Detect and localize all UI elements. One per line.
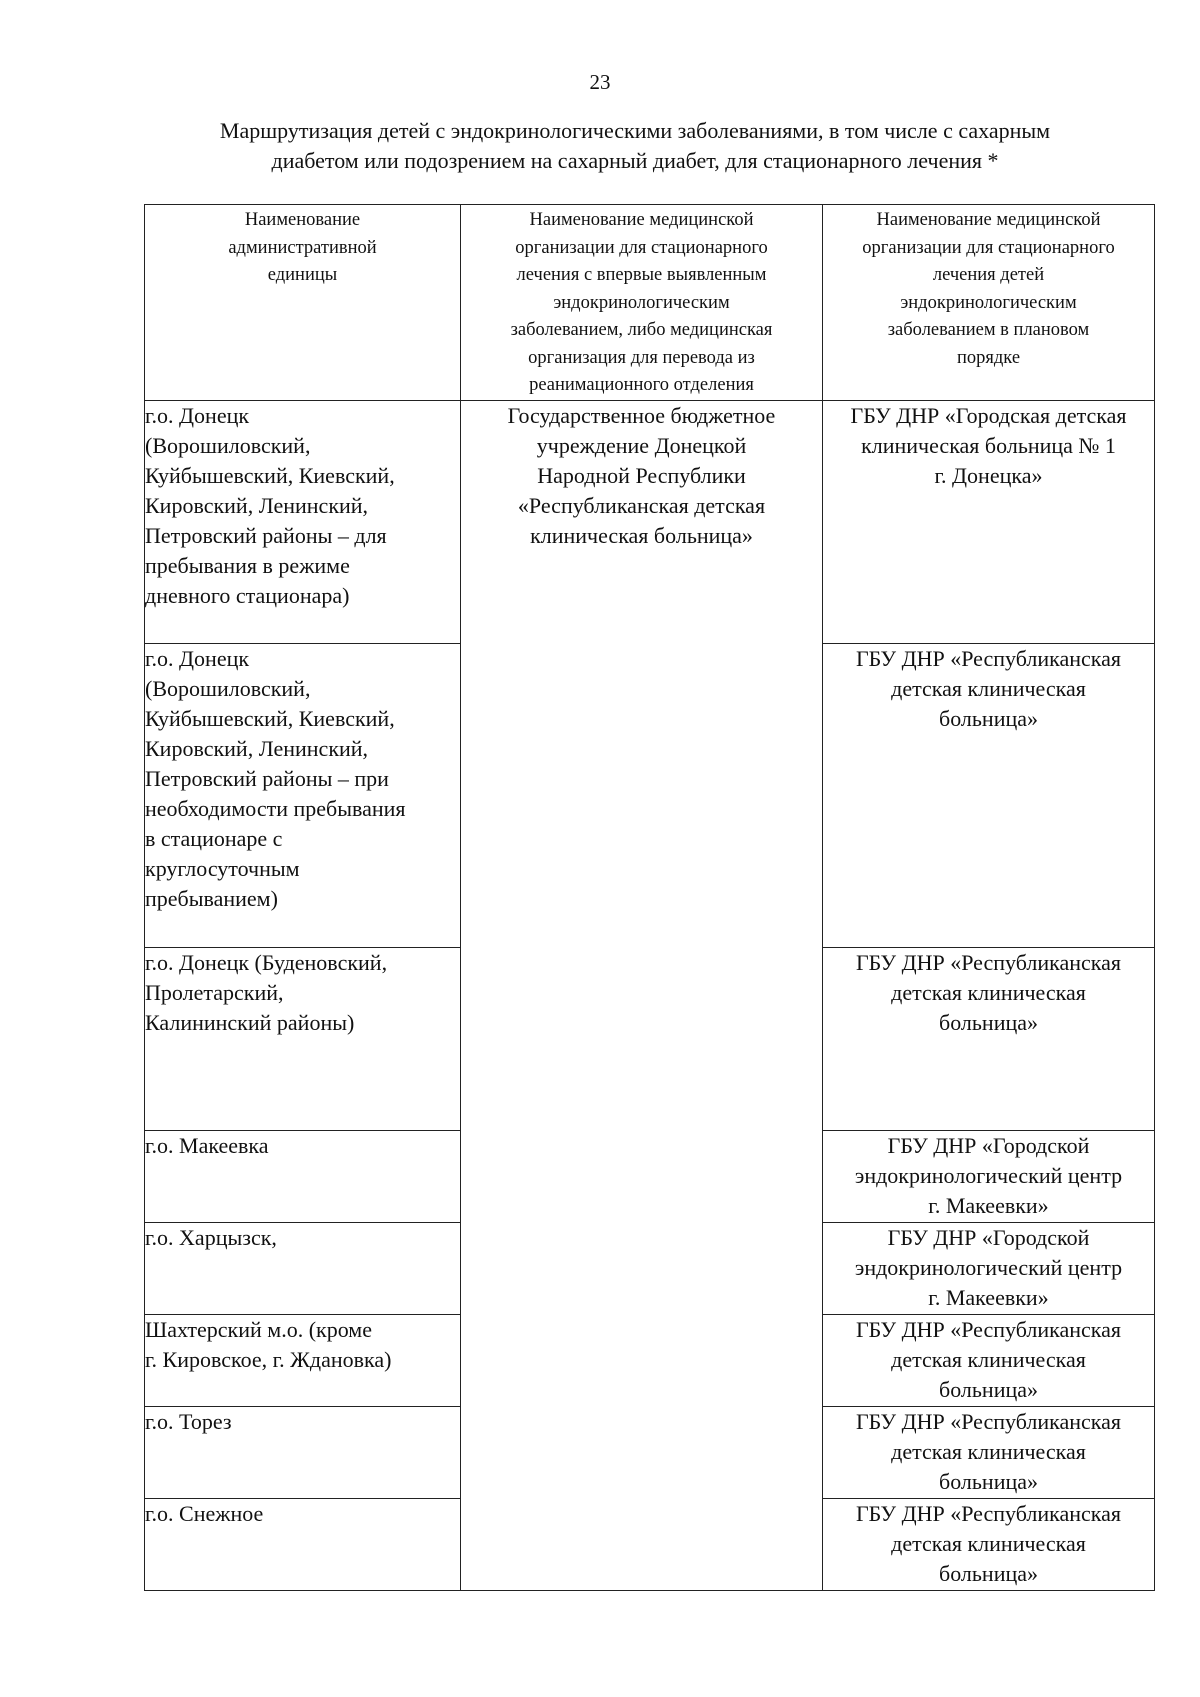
region-text-line: Кировский, Ленинский, <box>145 492 369 518</box>
central-org-line: учреждение Донецкой <box>536 432 747 458</box>
region-cell <box>145 1130 461 1222</box>
header-text-line: Наименование медицинской <box>529 210 754 230</box>
header-text-line: административной <box>228 237 377 258</box>
planned-org-cell <box>823 1130 1155 1222</box>
header-planned-org <box>823 205 1155 401</box>
document-title <box>150 116 1120 176</box>
region-text-line: г.о. Снежное <box>145 1500 264 1526</box>
table-row <box>145 400 1155 643</box>
header-text-line: реанимационного отделения <box>529 375 754 395</box>
org-text-line: детская клиническая <box>891 675 1086 701</box>
region-text-line: (Ворошиловский, <box>145 675 311 701</box>
org-text-line: эндокринологический центр <box>854 1162 1123 1188</box>
planned-org-cell <box>823 1222 1155 1314</box>
region-text-line: в стационаре с <box>145 825 283 851</box>
region-text-line: г.о. Донецк <box>145 402 250 428</box>
region-text-line: г.о. Донецк (Буденовский, <box>145 949 388 975</box>
org-text-line: г. Макеевки» <box>928 1192 1049 1218</box>
planned-org-cell <box>823 947 1155 1130</box>
region-cell <box>145 1498 461 1590</box>
region-text-line: пребывания в режиме <box>145 552 350 578</box>
region-text-line: Пролетарский, <box>145 979 284 1005</box>
table-header-row <box>145 205 1155 401</box>
header-text-line: эндокринологическим <box>553 292 730 313</box>
header-text-line: лечения с впервые выявленным <box>516 265 767 285</box>
region-text-line: г. Кировское, г. Ждановка) <box>145 1346 392 1372</box>
org-text-line: ГБУ ДНР «Республиканская <box>855 1500 1122 1526</box>
region-cell <box>145 400 461 643</box>
routing-table <box>144 204 1155 1591</box>
org-text-line: ГБУ ДНР «Городская детская <box>850 402 1127 428</box>
org-text-line: ГБУ ДНР «Городской <box>887 1224 1090 1250</box>
region-cell <box>145 1222 461 1314</box>
region-text-line: г.о. Харцызск, <box>145 1224 277 1250</box>
org-text-line: эндокринологический центр <box>854 1254 1123 1280</box>
region-cell <box>145 1314 461 1406</box>
region-text-line: Калининский районы) <box>145 1009 355 1035</box>
header-text-line: порядке <box>956 347 1021 368</box>
org-text-line: детская клиническая <box>891 1530 1086 1556</box>
header-text-line: лечения детей <box>932 265 1045 285</box>
header-admin-unit <box>145 205 461 401</box>
region-text-line: (Ворошиловский, <box>145 432 311 458</box>
org-text-line: детская клиническая <box>891 1438 1086 1464</box>
org-text-line: ГБУ ДНР «Республиканская <box>855 645 1122 671</box>
central-org-line: Государственное бюджетное <box>507 402 776 428</box>
region-text-line: Петровский районы – при <box>145 765 389 791</box>
header-text-line: организации для стационарного <box>862 237 1115 258</box>
central-org-line: «Республиканская детская <box>517 492 766 518</box>
region-text-line: Шахтерский м.о. (кроме <box>145 1316 372 1342</box>
org-text-line: больница» <box>939 705 1038 731</box>
org-text-line: детская клиническая <box>891 979 1086 1005</box>
planned-org-cell <box>823 643 1155 947</box>
region-text-line: Петровский районы – для <box>145 522 387 548</box>
planned-org-cell <box>823 400 1155 643</box>
header-text-line: Наименование <box>244 210 361 230</box>
org-text-line: ГБУ ДНР «Городской <box>887 1132 1090 1158</box>
org-text-line: г. Донецка» <box>934 462 1043 488</box>
org-text-line: ГБУ ДНР «Республиканская <box>855 949 1122 975</box>
header-text-line: Наименование медицинской <box>876 210 1101 230</box>
region-cell <box>145 947 461 1130</box>
planned-org-cell <box>823 1314 1155 1406</box>
title-line-2: диабетом или подозрением на сахарный диабет, для стационарного лечения * <box>271 148 999 173</box>
org-text-line: больница» <box>939 1376 1038 1402</box>
header-text-line: организация для перевода из <box>528 347 755 368</box>
page-number: 23 <box>589 70 611 94</box>
planned-org-cell <box>823 1498 1155 1590</box>
org-text-line: ГБУ ДНР «Республиканская <box>855 1316 1122 1342</box>
header-text-line: заболеванием, либо медицинская <box>510 320 773 340</box>
region-text-line: г.о. Макеевка <box>145 1132 269 1158</box>
header-text-line: эндокринологическим <box>900 292 1077 313</box>
region-text-line: Кировский, Ленинский, <box>145 735 369 761</box>
org-text-line: ГБУ ДНР «Республиканская <box>855 1408 1122 1434</box>
org-text-line: больница» <box>939 1468 1038 1494</box>
header-primary-org <box>461 205 823 401</box>
region-text-line: Куйбышевский, Киевский, <box>145 705 395 731</box>
region-text-line: пребыванием) <box>145 885 278 911</box>
region-text-line: необходимости пребывания <box>145 795 406 821</box>
central-org-line: клиническая больница» <box>530 522 753 548</box>
planned-org-cell <box>823 1406 1155 1498</box>
org-text-line: больница» <box>939 1009 1038 1035</box>
region-cell <box>145 643 461 947</box>
title-line-1: Маршрутизация детей с эндокринологическими заболеваниями, в том числе с сахарным <box>219 118 1051 143</box>
org-text-line: г. Макеевки» <box>928 1284 1049 1310</box>
central-org-cell <box>461 400 823 1590</box>
org-text-line: клиническая больница № 1 <box>861 432 1116 458</box>
header-text-line: единицы <box>267 265 338 285</box>
header-text-line: заболеванием в плановом <box>887 320 1090 340</box>
org-text-line: детская клиническая <box>891 1346 1086 1372</box>
region-text-line: г.о. Донецк <box>145 645 250 671</box>
header-text-line: организации для стационарного <box>515 237 768 258</box>
region-text-line: г.о. Торез <box>145 1408 232 1434</box>
region-cell <box>145 1406 461 1498</box>
central-org-line: Народной Республики <box>537 462 746 488</box>
org-text-line: больница» <box>939 1560 1038 1586</box>
region-text-line: дневного стационара) <box>145 582 350 608</box>
region-text-line: Куйбышевский, Киевский, <box>145 462 395 488</box>
region-text-line: круглосуточным <box>145 855 300 881</box>
